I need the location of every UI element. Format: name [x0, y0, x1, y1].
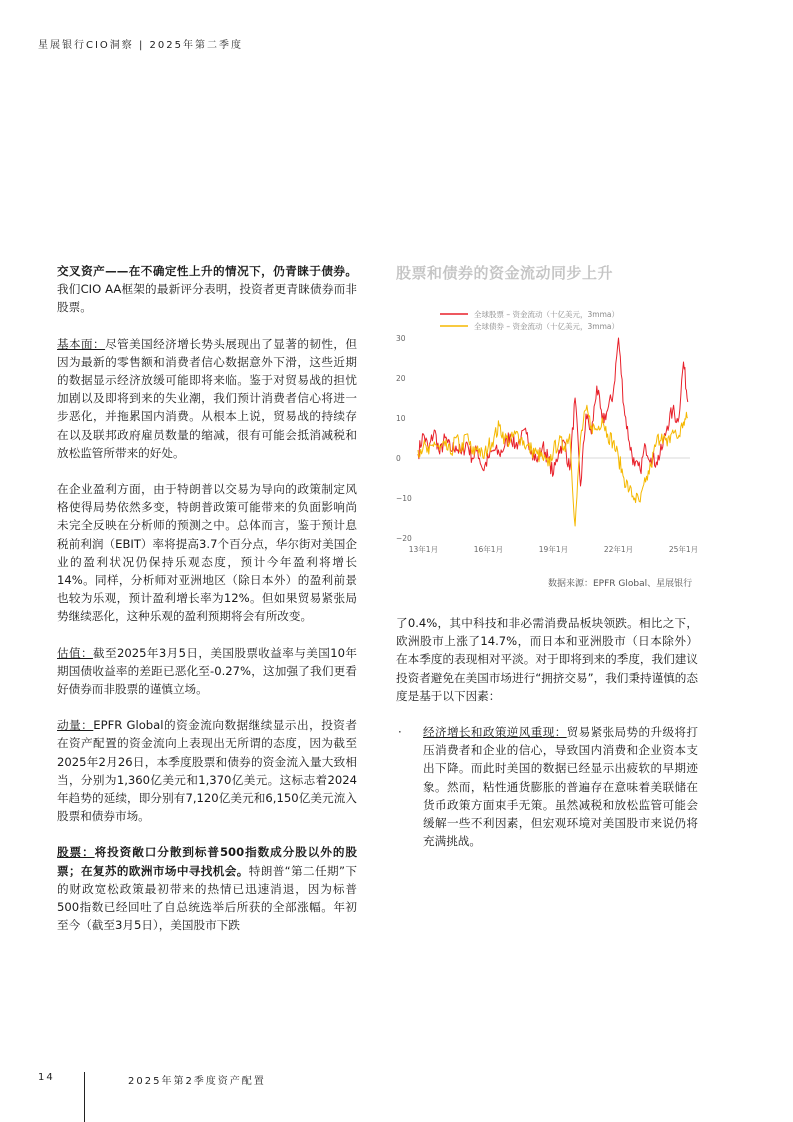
right-column: [396, 614, 698, 850]
y-tick-label: 20: [396, 374, 406, 383]
valuation-text: 截至2025年3月5日，美国股票收益率与美国10年期国债收益率的差距已恶化至-0.27%，这加强了我们更看好债券而非股票的谨慎立场。: [57, 645, 357, 697]
chart-title: 股票和债券的资金流动同步上升: [396, 264, 614, 282]
valuation-paragraph: [57, 644, 357, 699]
equities-text: 特朗普“第二任期”下的财政宽松政策最初带来的热情已迅速消退，因为标普500指数已经回吐了自总统选举后所获的全部涨幅。年初至今（截至3月5日），美国股市下跌: [57, 863, 357, 933]
cross-asset-text: 我们CIO AA框架的最新评分表明，投资者更青睐债券而非股票。: [57, 282, 357, 315]
fundamentals-paragraph: [57, 335, 357, 462]
earnings-text: 在企业盈利方面，由于特朗普以交易为导向的政策制定风格使得局势依然多变，特朗普政策可能带来的负面影响尚未完全反映在分析师的预测之中。总体而言，鉴于预计息税前利润（EBIT）率将提高3.7个百分点，华尔街对美国企业的盈利状况仍保持乐观态度，预计今年盈利将增长14%。同样，分析师对亚洲地区（除日本外）的盈利前景也较为乐观，预计盈利增长率为12%。但如果贸易紧张局势继续恶化，这种乐观的盈利预期将会有所改变。: [57, 482, 357, 624]
y-tick-label: 30: [396, 334, 406, 343]
momentum-label: 动量：: [57, 718, 94, 733]
valuation-label: 估值：: [57, 645, 93, 660]
cross-asset-heading: 交叉资产——在不确定性上升的情况下，仍青睐于债券。: [57, 264, 357, 278]
series-line-bonds: [418, 405, 688, 526]
momentum-paragraph: [57, 716, 357, 825]
legend-label: 全球股票 – 资金流动（十亿美元，3mma）: [474, 310, 619, 319]
x-tick-label: 16年1月: [473, 545, 504, 554]
y-tick-label: −20: [396, 534, 412, 543]
x-tick-label: 25年1月: [668, 545, 699, 554]
x-tick-label: 19年1月: [538, 545, 569, 554]
footer-title: 2025年第2季度资产配置: [128, 1076, 266, 1087]
equities-paragraph: [57, 843, 357, 934]
equities-heading: 将投资敞口分散到标普500指数成分股以外的股票；在复苏的欧洲市场中寻找机会。: [57, 845, 357, 878]
fundamentals-text: 尽管美国经济增长势头展现出了显著的韧性，但因为最新的零售额和消费者信心数据意外下滑，这些近期的数据显示经济放缓可能即将来临。鉴于对贸易战的担忧加剧以及即将到来的失业潮，我们预计消费者信心将进一步恶化，并拖累国内消费。从根本上说，贸易战的持续存在以及联邦政府雇员数量的缩减，很有可能会抵消减税和放松监管所带来的好处。: [57, 336, 357, 460]
left-column: [57, 262, 357, 953]
y-tick-label: 10: [396, 414, 406, 423]
us-equities-text: 了0.4%，其中科技和非必需消费品板块领跌。相比之下，欧洲股市上涨了14.7%，而日本和亚洲股市（日本除外）在本季度的表现相对平淡。对于即将到来的季度，我们建议投资者避免在美国市场进行“拥挤交易”，我们秉持谨慎的态度是基于以下因素：: [396, 616, 698, 703]
footer-divider: [84, 1072, 85, 1122]
page-header: 星展银行CIO洞察 | 2025年第二季度: [38, 40, 243, 51]
bullet-text: 贸易紧张局势的升级将打压消费者和企业的信心，导致国内消费和企业资本支出下降。而此时美国的数据已经显示出疲软的早期迹象。然而，粘性通货膨胀的普遍存在意味着美联储在货币政策方面束手无策。虽然减税和放松监管可能会缓解一些不利因素，但宏观环境对美国股市来说仍将充满挑战。: [423, 725, 698, 849]
earnings-paragraph: [57, 480, 357, 626]
fundamentals-label: 基本面：: [57, 336, 106, 351]
fund-flows-chart: [392, 300, 710, 562]
series-line-equities: [418, 338, 688, 486]
equities-label: 股票：: [57, 845, 95, 860]
page-number: 14: [38, 1072, 55, 1083]
us-equities-paragraph: [396, 614, 698, 705]
bullet-marker: ·: [398, 725, 402, 740]
chart-source: 数据来源：EPFR Global、星展银行: [548, 579, 693, 589]
bullet-label: 经济增长和政策逆风重现：: [423, 725, 567, 740]
cross-asset-paragraph: [57, 262, 357, 317]
legend-label: 全球债券 – 资金流动（十亿美元，3mma）: [474, 322, 619, 331]
y-tick-label: −10: [396, 494, 412, 503]
x-tick-label: 22年1月: [603, 545, 634, 554]
momentum-text: EPFR Global的资金流向数据继续显示出，投资者在资产配置的资金流向上表现出无所谓的态度，因为截至2025年2月26日，本季度股票和债券的资金流入量大致相当，分别为1,360亿美元和1,370亿美元。这标志着2024年趋势的延续，即分别有7,120亿美元和6,150亿美元流入股票和债券市场。: [57, 718, 357, 824]
bullet-item: [396, 723, 698, 850]
y-tick-label: 0: [396, 454, 401, 463]
x-tick-label: 13年1月: [408, 545, 439, 554]
